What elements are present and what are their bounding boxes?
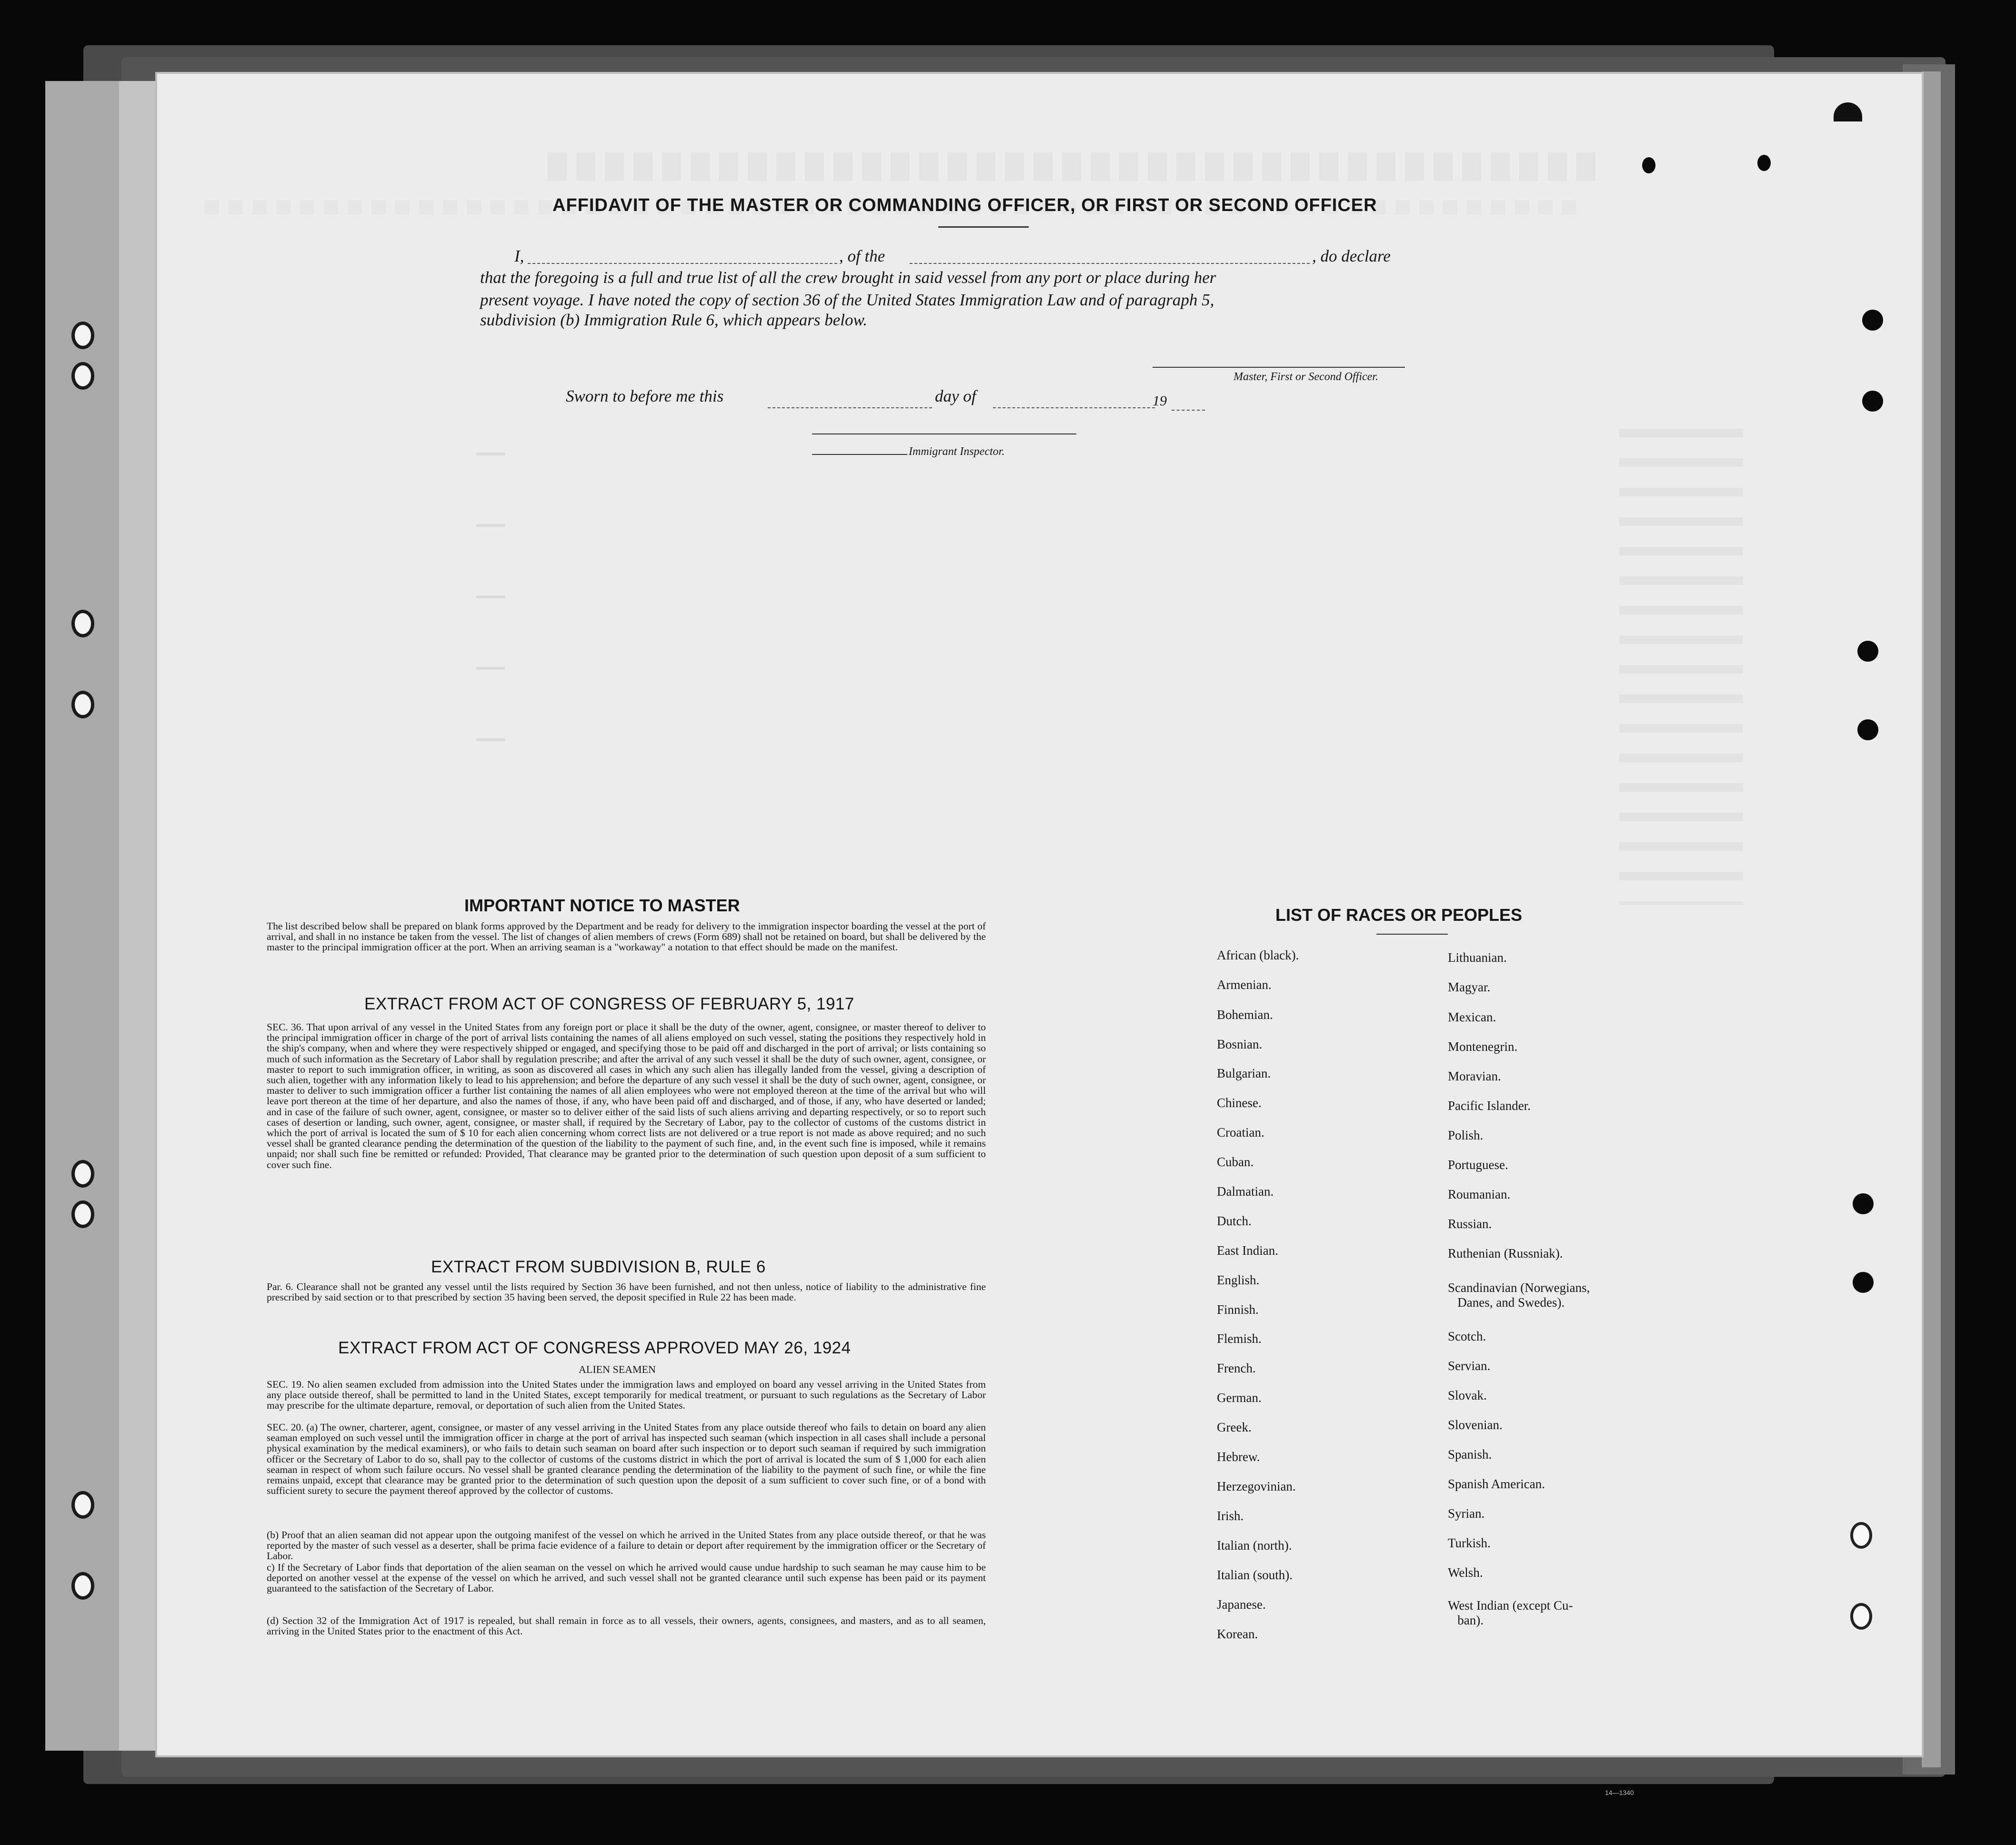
year-label: 19 — [1153, 393, 1167, 409]
race-item: East Indian. — [1217, 1243, 1278, 1258]
punch-hole-icon — [1862, 310, 1883, 331]
binder-ring-icon — [71, 362, 94, 390]
binding-strip-inner — [119, 81, 157, 1751]
race-item: Flemish. — [1217, 1331, 1262, 1346]
extract-1924-subtitle: ALIEN SEAMEN — [579, 1363, 656, 1375]
race-item: Russian. — [1448, 1217, 1492, 1231]
race-item: Roumanian. — [1448, 1187, 1511, 1201]
extract-1917-title: EXTRACT FROM ACT OF CONGRESS OF FEBRUARY 5, 1917 — [364, 995, 854, 1013]
race-item: Ruthenian (Russniak). — [1448, 1246, 1563, 1260]
bleed-through-column — [476, 453, 505, 786]
races-title: LIST OF RACES OR PEOPLES — [1275, 905, 1523, 925]
race-item: Syrian. — [1448, 1506, 1485, 1521]
race-item: French. — [1217, 1361, 1256, 1375]
punch-hole-icon — [1857, 719, 1878, 740]
race-item: Scandinavian (Norwegians, Danes, and Swedes). — [1448, 1280, 1590, 1310]
race-item: Scotch. — [1448, 1329, 1486, 1343]
master-signature-label: Master, First or Second Officer. — [1234, 371, 1378, 383]
race-item: Magyar. — [1448, 980, 1491, 994]
vessel-name-field[interactable] — [910, 263, 1310, 264]
race-item: Montenegrin. — [1448, 1039, 1518, 1054]
punch-hole-icon — [1853, 1272, 1874, 1293]
race-item: Spanish. — [1448, 1447, 1492, 1462]
punch-hole-open-icon — [1850, 1603, 1872, 1630]
sworn-year-field[interactable] — [1172, 410, 1205, 411]
punch-hole-icon — [1642, 157, 1655, 173]
race-item: Greek. — [1217, 1420, 1252, 1434]
affidavit-title: AFFIDAVIT OF THE MASTER OR COMMANDING OFFICER, OR FIRST OR SECOND OFFICER — [552, 195, 1377, 215]
extract-1924-sec20a: SEC. 20. (a) The owner, charterer, agent, consignee, or master of any vessel arriving in the United States from any place outside thereof who fails to detain on board any alien seaman employed on such vessel until the immigration officer in charge at the port of arrival has inspected such seaman (which inspection in all cases shall include a personal physical examination by the medical examiners), or who fails to detain such seaman on board after such inspection or to deport such seaman if required by such immigration officer or the Secretary of Labor to do so, shall pay to the collector of customs of the customs district in which the port of arrival is located the sum of $ 1,000 for each alien seaman in respect of whom such failure occurs. No vessel shall be granted clearance pending the determination of the liability to the payment of such fine, or while the fine remains unpaid, except that clearance may be granted prior to the determination of such question upon the deposit of a sum sufficient to cover such fine, or of a bond with sufficient surety to secure the payment thereof approved by the collector of customs. — [267, 1422, 986, 1497]
race-item: Dalmatian. — [1217, 1184, 1274, 1199]
punch-hole-open-icon — [1850, 1522, 1872, 1549]
race-item: Slovak. — [1448, 1388, 1487, 1402]
race-item: Pacific Islander. — [1448, 1099, 1531, 1113]
sworn-label: Sworn to before me this — [566, 387, 724, 405]
race-item: Japanese. — [1217, 1597, 1266, 1612]
affidavit-title-underline — [938, 226, 1029, 228]
extract-1924-sec20c: c) If the Secretary of Labor finds that deportation of the alien seaman on the vessel on which he arrived would cause undue hardship to such seaman he may cause him to be deported on another vessel at the expense of the vessel on which he arrived, and such vessel shall not be granted clearance until such expense has been paid or its payment guaranteed to the satisfaction of the Secretary of Labor. — [267, 1562, 986, 1594]
affidavit-of-the-label: , of the — [839, 247, 885, 265]
race-item: Spanish American. — [1448, 1477, 1545, 1491]
extract-1924-title: EXTRACT FROM ACT OF CONGRESS APPROVED MAY 26, 1924 — [338, 1339, 851, 1357]
extract-rule6-text: Par. 6. Clearance shall not be granted any vessel until the lists required by Section 36 have been furnished, and not then unless, notice of liability to the administrative fine prescribed by said section or to that prescribed by section 35 having been served, the deposit specified in Rule 22 has been made. — [267, 1281, 986, 1303]
race-item: Herzegovinian. — [1217, 1479, 1296, 1493]
race-item: Mexican. — [1448, 1010, 1496, 1024]
sworn-month-field[interactable] — [993, 407, 1155, 408]
race-item: Welsh. — [1448, 1565, 1483, 1580]
inspector-signature-line[interactable] — [812, 454, 907, 455]
footer-form-code: 14—1340 — [1605, 1789, 1634, 1796]
inspector-label: Immigrant Inspector. — [909, 445, 1005, 458]
race-item: Armenian. — [1217, 978, 1272, 992]
binder-ring-icon — [71, 610, 94, 637]
notice-text: The list described below shall be prepared on blank forms approved by the Department and be ready for delivery to the immigration inspector boarding the vessel at the port of arrival, and shall in no instance be taken from the vessel. The list of changes of alien members of crews (Form 689) shall not be retained on board, but shall be delivered by the master to the principal immigration officer at the port. When an arriving seaman is a "workaway" a notation to that effect should be made on the manifest. — [267, 920, 986, 953]
race-item: Korean. — [1217, 1627, 1258, 1641]
race-item: Polish. — [1448, 1128, 1484, 1142]
binder-ring-icon — [71, 1160, 94, 1188]
binder-ring-icon — [71, 1200, 94, 1228]
race-item: Bohemian. — [1217, 1008, 1273, 1022]
race-item: Slovenian. — [1448, 1418, 1503, 1432]
punch-hole-icon — [1862, 391, 1883, 412]
race-item: Croatian. — [1217, 1125, 1264, 1139]
master-name-field[interactable] — [528, 263, 837, 264]
affidavit-i-label: I, — [514, 247, 524, 265]
race-item: Irish. — [1217, 1509, 1244, 1523]
race-item: African (black). — [1217, 948, 1299, 962]
race-item: Lithuanian. — [1448, 950, 1507, 965]
race-item: Italian (south). — [1217, 1568, 1293, 1582]
extract-1917-text: SEC. 36. That upon arrival of any vessel in the United States from any foreign port or place it shall be the duty of the owner, agent, consignee, or master thereof to deliver to the principal immigration officer in charge of the port of arrival lists containing the names of all aliens employed on such vessel, stating the positions they respectively hold in the ship's company, when and where they were respectively shipped or engaged, and specifying those to be paid off and discharged in the port of arrival; or lists containing so much of such information as the Secretary of Labor shall by regulation prescribe; and after the arrival of any such vessel it shall be the duty of such owner, agent, consignee, or master to report to such immigration officer, in writing, as soon as discovered all cases in which any such alien has illegally landed from the vessel, giving a description of such alien, together with any information likely to lead to his apprehension; and before the departure of any such vessel it shall be the duty of such owner, agent, consignee, or master to deliver to such immigration officer a further list containing the names of all alien employees who were not employed thereon at the time of the arrival but who will leave port thereon at the time of her departure, and also the names of those, if any, who have been paid off and discharged, and of those, if any, who have deserted or landed; and in case of the failure of such owner, agent, consignee, or master so to deliver either of the said lists of such aliens arriving and departing respectively, or so to report such cases of desertion or landing, such owner, agent, consignee, or master shall, if required by the Secretary of Labor, pay to the collector of customs of the customs district in which the port of arrival is located the sum of $ 10 for each alien concerning whom correct lists are not delivered or a true report is not made as above required; and no such vessel shall be granted clearance pending the determination of the question of the liability to the payment of such fine, and, in the event such fine is imposed, while it remains unpaid; nor shall such fine be remitted or refunded: Provided, That clearance may be granted prior to the determination of such question upon deposit of a sum sufficient to cover such fine. — [267, 1021, 986, 1170]
race-item: Chinese. — [1217, 1096, 1262, 1110]
races-title-underline — [1376, 934, 1448, 935]
binder-ring-icon — [71, 691, 94, 718]
bleed-through-text — [548, 152, 1595, 181]
race-item: West Indian (except Cu- ban). — [1448, 1598, 1573, 1627]
master-signature-line[interactable] — [1153, 367, 1405, 368]
punch-hole-icon — [1853, 1193, 1874, 1214]
race-item: Servian. — [1448, 1359, 1491, 1373]
manifest-page — [157, 74, 1922, 1755]
punch-hole-icon — [1857, 641, 1878, 662]
extract-1924-sec20b: (b) Proof that an alien seaman did not appear upon the outgoing manifest of the vessel on which he arrived in the United States from any place outside thereof, or that he was reported by the master of such vessel as a deserter, shall be prima facie evidence of a failure to detain or deport after requirement by the immigration officer or the Secretary of Labor. — [267, 1529, 986, 1562]
binder-ring-icon — [71, 322, 94, 349]
race-item: Turkish. — [1448, 1536, 1491, 1550]
race-item: Bulgarian. — [1217, 1066, 1271, 1080]
binder-ring-icon — [71, 1491, 94, 1519]
sworn-day-field[interactable] — [768, 407, 932, 408]
page-stack-right-edge-2 — [1922, 71, 1941, 1767]
race-item: Italian (north). — [1217, 1538, 1292, 1553]
race-item: Hebrew. — [1217, 1450, 1260, 1464]
affidavit-line-4: subdivision (b) Immigration Rule 6, which appears below. — [480, 311, 868, 329]
race-item: Moravian. — [1448, 1069, 1501, 1083]
race-item: Finnish. — [1217, 1302, 1259, 1317]
extract-1924-sec19: SEC. 19. No alien seamen excluded from admission into the United States under the immigration laws and employed on board any vessel arriving in the United States from any place outside thereof, shall be permitted to land in the United States, except temporarily for medical treatment, or pursuant to such regulations as the Secretary of Labor may prescribe for the ultimate departure, removal, or deportation of such alien from the United States. — [267, 1379, 986, 1411]
day-of-label: day of — [935, 387, 976, 405]
race-item: Cuban. — [1217, 1155, 1254, 1169]
race-item: English. — [1217, 1273, 1260, 1287]
race-item: German. — [1217, 1391, 1262, 1405]
affidavit-do-declare-label: , do declare — [1312, 247, 1391, 265]
bleed-through-column — [1619, 429, 1743, 905]
notice-title: IMPORTANT NOTICE TO MASTER — [464, 896, 740, 915]
race-item: Bosnian. — [1217, 1037, 1263, 1051]
punch-hole-icon — [1757, 155, 1771, 171]
extract-rule6-title: EXTRACT FROM SUBDIVISION B, RULE 6 — [431, 1258, 766, 1276]
affidavit-line-2: that the foregoing is a full and true list of all the crew brought in said vessel from any port or place during her — [480, 268, 1216, 287]
race-item: Portuguese. — [1448, 1158, 1508, 1172]
extract-1924-sec20d: (d) Section 32 of the Immigration Act of 1917 is repealed, but shall remain in force as to all vessels, their owners, agents, consignees, and masters, and as to all seamen, arriving in the United States prior to the enactment of this Act. — [267, 1615, 986, 1637]
binder-ring-icon — [71, 1572, 94, 1600]
race-item: Dutch. — [1217, 1214, 1252, 1228]
affidavit-line-3: present voyage. I have noted the copy of section 36 of the United States Immigration Law and of paragraph 5, — [480, 291, 1214, 309]
